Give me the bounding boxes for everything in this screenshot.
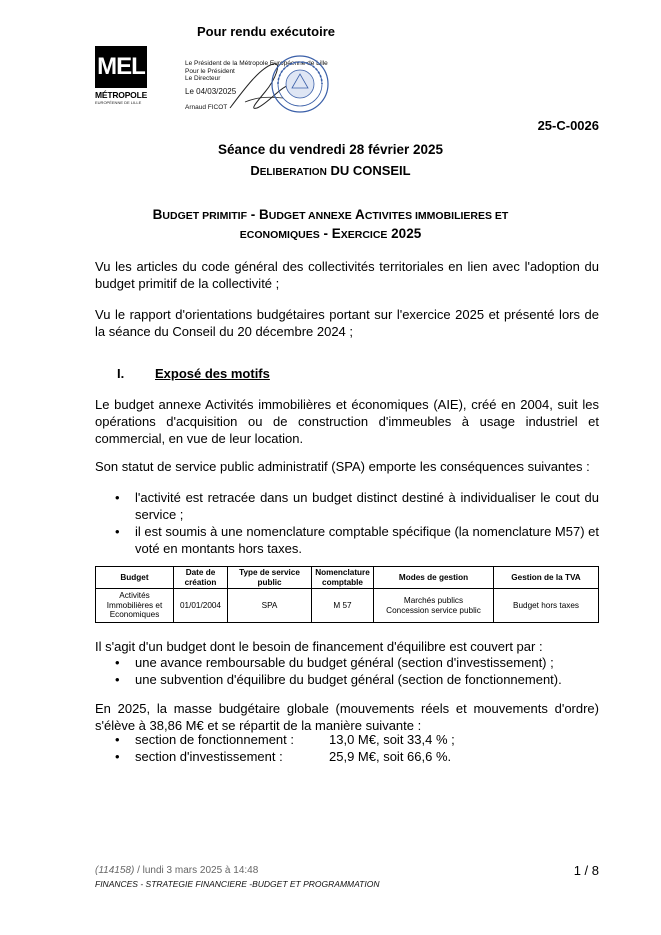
bullet-list-sections — [111, 731, 599, 765]
document-title: BUDGET PRIMITIF - BUDGET ANNEXE ACTIVITES IMMOBILIERES ET ECONOMIQUES - EXERCICE 2025 — [152, 207, 509, 241]
paragraph-financing: Il s'agit d'un budget dont le besoin de financement d'équilibre est couvert par : — [95, 639, 543, 654]
table-header: Nomenclature comptable — [312, 567, 374, 589]
signature-text: Le Président de la Métropole Européenne de Lille Pour le Président Le Directeur — [185, 60, 328, 82]
table-cell-modes: Marchés publics Concession service public — [374, 589, 494, 623]
footer-timestamp: (114158) / lundi 3 mars 2025 à 14:48 — [95, 865, 259, 876]
deliberation-reference: 25-C-0026 — [537, 118, 599, 133]
logo-name: MÉTROPOLE — [95, 90, 148, 100]
paragraph-legal-basis: Vu les articles du code général des collectivités territoriales en lien avec l'adoption du budget primitif de la collectivité ; — [95, 259, 599, 291]
deliberation-heading: DELIBERATION DU CONSEIL — [250, 163, 411, 178]
table-cell-nomenclature: M 57 — [312, 589, 374, 623]
table-header: Budget — [96, 567, 174, 589]
section-number: I. — [117, 366, 125, 381]
official-seal-icon — [270, 54, 330, 114]
section-title: Exposé des motifs — [155, 366, 270, 381]
table-cell-type: SPA — [228, 589, 312, 623]
bullet-list-financing — [111, 654, 599, 688]
paragraph-orientation-report: Vu le rapport d'orientations budgétaires portant sur l'exercice 2025 et présenté lors de la séance du Conseil du 20 décembre 2024 ; — [95, 307, 599, 339]
table-row — [96, 589, 599, 623]
list-item: • une avance remboursable du budget général (section d'investissement) ; — [115, 655, 554, 670]
table-cell-budget: Activités Immobilières et Economiques — [96, 589, 174, 623]
page-number: 1 / 8 — [573, 863, 599, 878]
logo-subtitle: EUROPÉENNE DE LILLE — [95, 100, 142, 105]
table-header: Gestion de la TVA — [494, 567, 599, 589]
executoire-stamp: Pour rendu exécutoire — [197, 24, 335, 39]
paragraph-budget-mass: En 2025, la masse budgétaire globale (mouvements réels et mouvements d'ordre) s'élève à 38,86 M€ et se répartit de la manière suivante : — [95, 701, 599, 733]
logo-mark: MEL — [95, 46, 147, 88]
table-header: Date de création — [174, 567, 228, 589]
signature-date: Le 04/03/2025 — [185, 87, 237, 96]
session-title: Séance du vendredi 28 février 2025 — [217, 142, 444, 157]
mel-logo — [95, 46, 151, 116]
table-header: Type de service public — [228, 567, 312, 589]
list-item: • une subvention d'équilibre du budget général (section de fonctionnement). — [115, 672, 562, 687]
signatory-name: Arnaud FICOT — [185, 104, 228, 111]
budget-info-table — [95, 566, 599, 623]
table-cell-date: 01/01/2004 — [174, 589, 228, 623]
footer-service: FINANCES - STRATEGIE FINANCIERE -BUDGET ET PROGRAMMATION — [95, 879, 380, 889]
table-header-row — [96, 567, 599, 589]
table-cell-tva: Budget hors taxes — [494, 589, 599, 623]
list-item: • l'activité est retracée dans un budget distinct destiné à individualiser le cout du service ; — [115, 490, 599, 522]
list-item: • section d'investissement : 25,9 M€, soit 66,6 %. — [115, 749, 452, 764]
list-item: • section de fonctionnement : 13,0 M€, soit 33,4 % ; — [115, 732, 455, 747]
table-header: Modes de gestion — [374, 567, 494, 589]
bullet-list-consequences — [111, 489, 599, 557]
paragraph-spa-status: Son statut de service public administratif (SPA) emporte les conséquences suivantes : — [95, 459, 590, 474]
paragraph-budget-description: Le budget annexe Activités immobilières et économiques (AIE), créé en 2004, suit les opérations d'acquisition ou de construction d'immeubles à usage industriel et commercial, en vue de leur location. — [95, 397, 599, 446]
list-item: • il est soumis à une nomenclature comptable spécifique (la nomenclature M57) et voté en montants hors taxes. — [115, 524, 599, 556]
